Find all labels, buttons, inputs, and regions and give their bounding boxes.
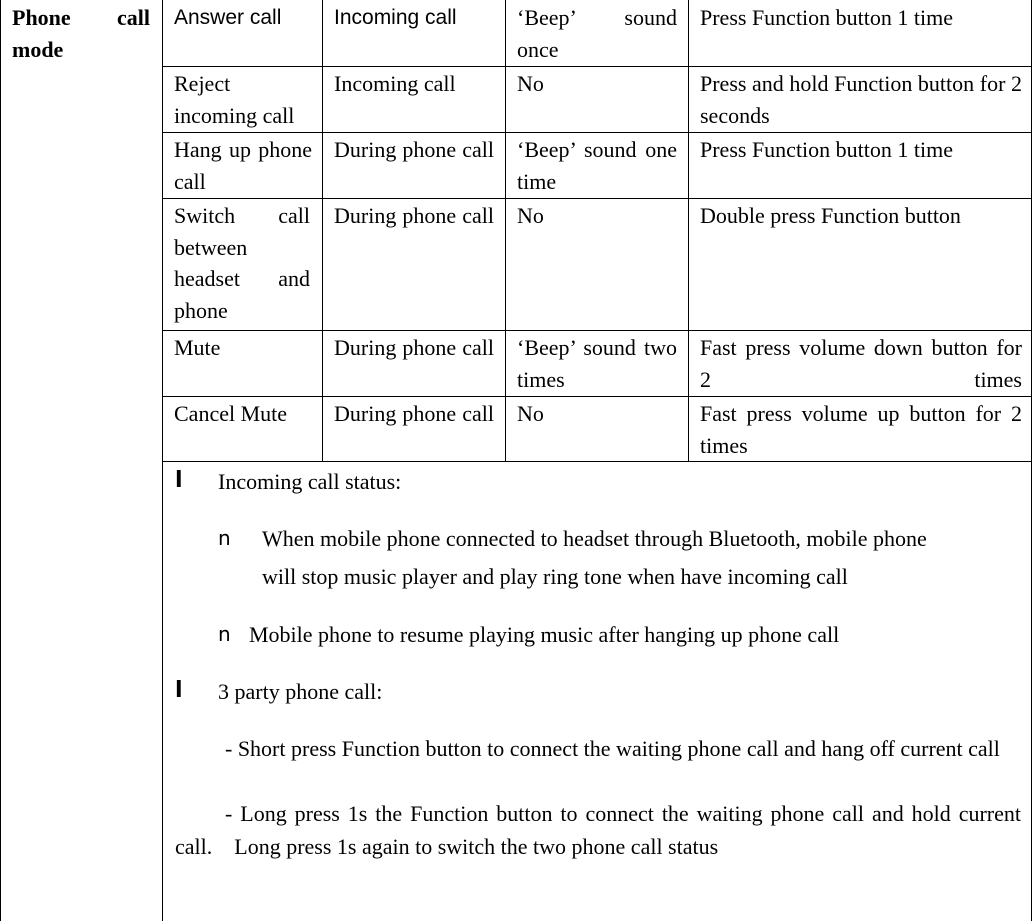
row6-function: Cancel Mute bbox=[174, 401, 288, 426]
row5-status: During phone call bbox=[334, 335, 494, 360]
row6-prompt: No bbox=[517, 401, 544, 426]
row3-function: Hang up phone call bbox=[174, 137, 312, 194]
row6-operation: Fast press volume up button for 2 times bbox=[700, 401, 1022, 458]
grid-line bbox=[322, 0, 323, 462]
row2-status: Incoming call bbox=[334, 71, 456, 96]
incoming-item2: Mobile phone to resume playing music after hanging up phone call bbox=[249, 622, 840, 647]
row5-operation: Fast press volume down button for 2 times bbox=[700, 335, 1022, 392]
row2-prompt: No bbox=[517, 71, 544, 96]
grid-line bbox=[505, 0, 506, 462]
grid-line bbox=[688, 0, 689, 462]
row5-prompt: ‘Beep’ sound two times bbox=[517, 335, 677, 392]
row2-operation: Press and hold Function button for 2 seconds bbox=[700, 71, 1022, 128]
grid-line bbox=[163, 66, 689, 67]
section-title: Phone call mode bbox=[12, 5, 150, 62]
grid-line bbox=[688, 66, 1032, 67]
row3-operation: Press Function button 1 time bbox=[700, 137, 953, 162]
sub-bullet-icon: n bbox=[218, 526, 231, 550]
row3-prompt: ‘Beep’ sound one time bbox=[517, 137, 677, 194]
row1-operation: Press Function button 1 time bbox=[700, 5, 953, 30]
grid-line bbox=[0, 0, 1, 921]
row1-prompt: ‘Beep’ sound once bbox=[517, 5, 677, 62]
bullet-icon: l bbox=[175, 468, 183, 493]
incoming-status-heading: Incoming call status: bbox=[218, 469, 402, 494]
grid-line bbox=[163, 330, 1032, 331]
row4-prompt: No bbox=[517, 203, 544, 228]
short-press-instruction: - Short press Function button to connect the waiting phone call and hang off current call bbox=[225, 736, 1000, 761]
row1-status: Incoming call bbox=[334, 6, 457, 29]
sub-bullet-icon: n bbox=[218, 622, 231, 646]
incoming-item1-line2: will stop music player and play ring tone when have incoming call bbox=[262, 564, 848, 589]
row1-function: Answer call bbox=[174, 6, 282, 29]
incoming-item1-line1: When mobile phone connected to headset through Bluetooth, mobile phone bbox=[262, 526, 927, 551]
grid-line bbox=[163, 132, 1032, 133]
row4-function: Switch call between headset and phone bbox=[174, 203, 310, 323]
row3-status: During phone call bbox=[334, 137, 494, 162]
row5-function: Mute bbox=[174, 335, 221, 360]
grid-line bbox=[163, 396, 1032, 397]
long-press-instruction: - Long press 1s the Function button to connect the waiting phone call and hold current call. Long press 1s again to switch the two phone call status bbox=[175, 801, 1021, 859]
row2-function: Reject incoming call bbox=[174, 71, 295, 128]
grid-line bbox=[163, 198, 1032, 199]
row4-operation: Double press Function button bbox=[700, 203, 961, 228]
grid-line bbox=[0, 131, 1, 132]
grid-line bbox=[163, 461, 1032, 462]
three-party-heading: 3 party phone call: bbox=[218, 679, 383, 704]
bullet-icon: l bbox=[175, 678, 183, 703]
row6-status: During phone call bbox=[334, 401, 494, 426]
row4-status: During phone call bbox=[334, 203, 494, 228]
